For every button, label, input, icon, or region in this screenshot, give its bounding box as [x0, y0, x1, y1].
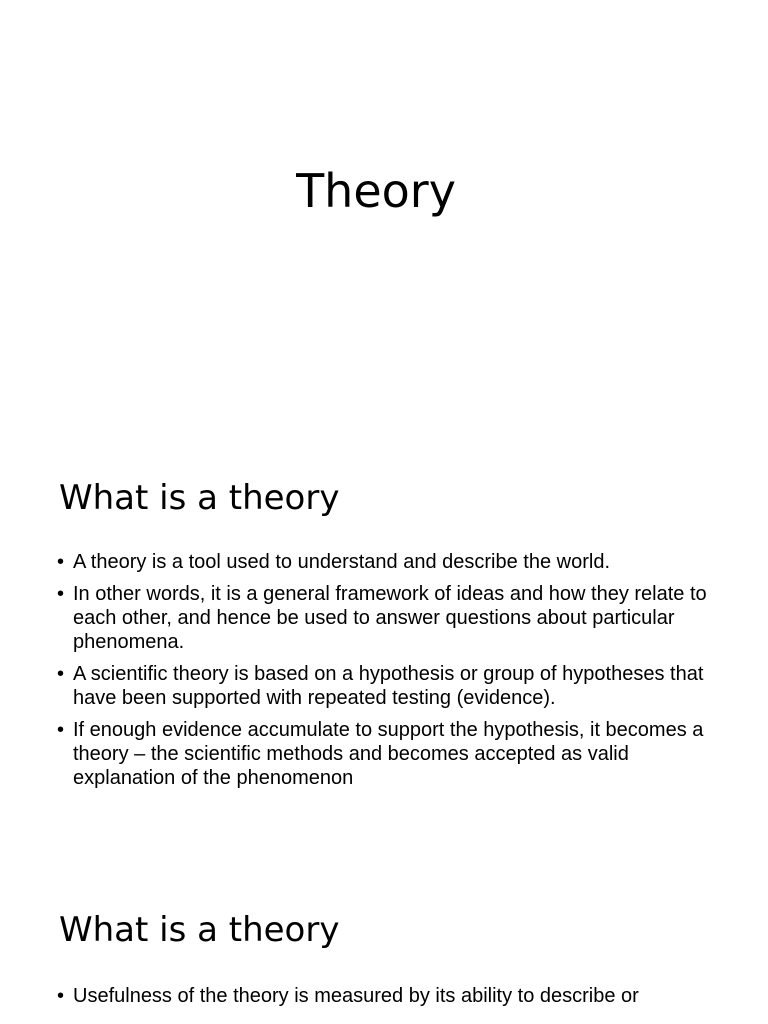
slide-title: [0, 0, 768, 432]
slide-heading: What is a theory: [59, 910, 340, 950]
bullet-marker: •: [57, 663, 65, 685]
slide-title-text: Theory: [296, 164, 456, 218]
bullet-text: A scientific theory is based on a hypothesis or group of hypotheses that have been supported with repeated testing (evidence).: [73, 663, 704, 709]
slide-what-is-a-theory-continued: [0, 864, 768, 1024]
bullet-marker: •: [57, 719, 65, 741]
bullet-item: [57, 662, 717, 710]
bullet-marker: •: [57, 985, 65, 1007]
bullet-text: If enough evidence accumulate to support the hypothesis, it becomes a theory – the scientific methods and becomes accepted as valid explanation of the phenomenon: [73, 719, 704, 789]
slide-heading: What is a theory: [59, 478, 340, 518]
bullet-item: [57, 718, 717, 790]
slide-what-is-a-theory: [0, 432, 768, 864]
bullet-marker: •: [57, 551, 65, 573]
bullet-text: In other words, it is a general framework of ideas and how they relate to each other, and hence be used to answer questions about particular phenomena.: [73, 583, 707, 653]
bullet-item: [57, 582, 717, 654]
bullet-list: [57, 550, 717, 798]
bullet-item: [57, 550, 717, 574]
bullet-text: A theory is a tool used to understand and describe the world.: [73, 551, 611, 573]
bullet-text: Usefulness of the theory is measured by its ability to describe or: [73, 985, 639, 1007]
bullet-item: [57, 984, 717, 1008]
bullet-marker: •: [57, 583, 65, 605]
bullet-list: [57, 984, 717, 1016]
